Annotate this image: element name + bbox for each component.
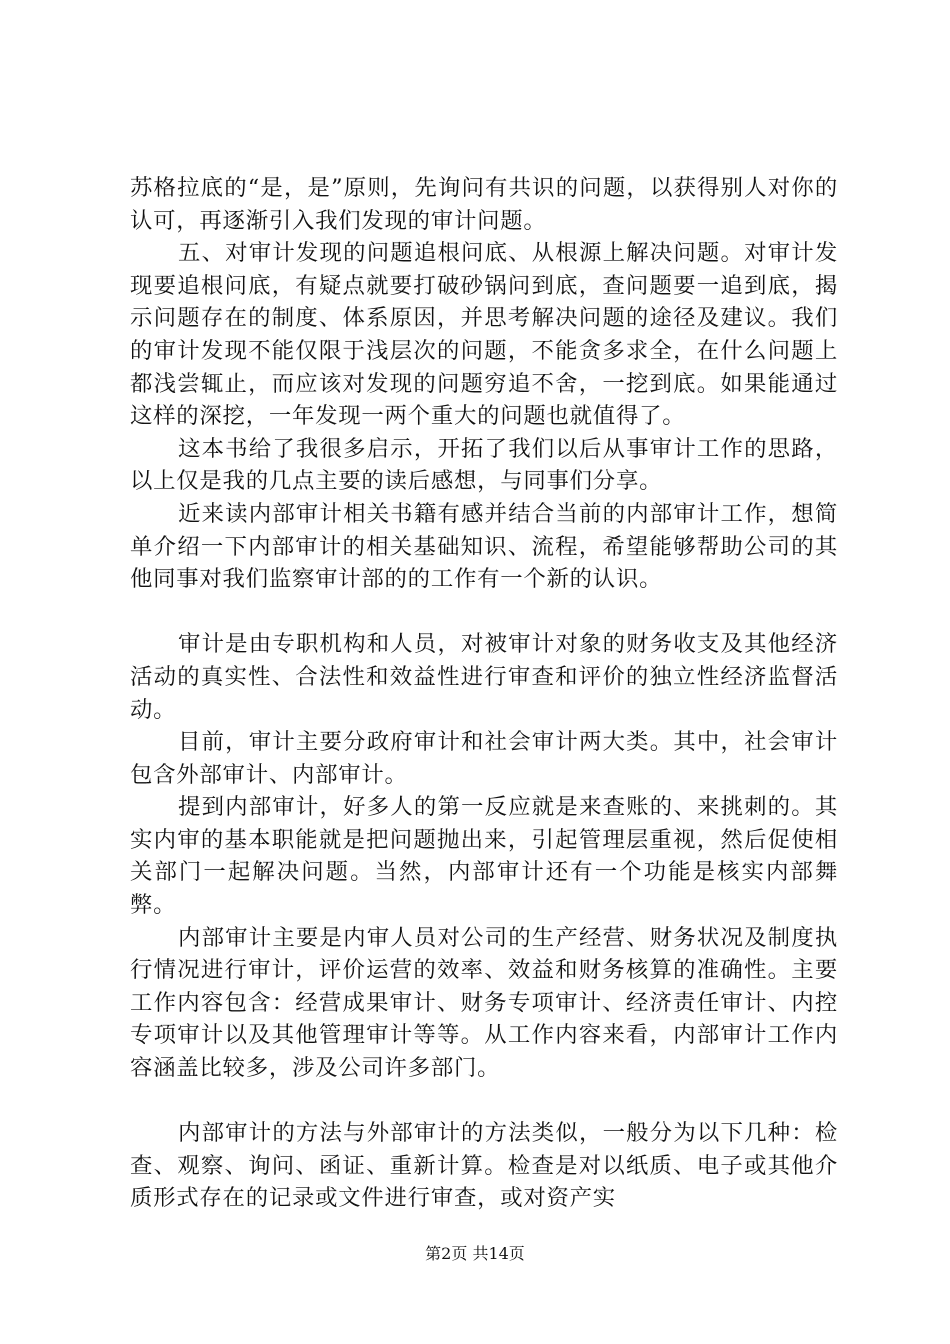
paragraph-8: 内部审计主要是内审人员对公司的生产经营、财务状况及制度执行情况进行审计，评价运营的效率、效益和财务核算的准确性。主要工作内容包含：经营成果审计、财务专项审计、经济责任审计、内控专项审计以及其他管理审计等等。从工作内容来看，内部审计工作内容涵盖比较多，涉及公司许多部门。 (130, 924, 838, 1082)
paragraph-spacer (130, 1085, 838, 1118)
paragraph-7: 提到内部审计，好多人的第一反应就是来查账的、来挑刺的。其实内审的基本职能就是把问题抛出来，引起管理层重视，然后促使相关部门一起解决问题。当然，内部审计还有一个功能是核实内部舞弊。 (130, 794, 838, 919)
paragraph-9: 内部审计的方法与外部审计的方法类似，一般分为以下几种：检查、观察、询问、函证、重新计算。检查是对以纸质、电子或其他介质形式存在的记录或文件进行审查，或对资产实 (130, 1120, 838, 1212)
paragraph-3: 这本书给了我很多启示，开拓了我们以后从事审计工作的思路，以上仅是我的几点主要的读后感想，与同事们分享。 (130, 435, 838, 495)
paragraph-6: 目前，审计主要分政府审计和社会审计两大类。其中，社会审计包含外部审计、内部审计。 (130, 729, 838, 788)
paragraph-5: 审计是由专职机构和人员，对被审计对象的财务收支及其他经济活动的真实性、合法性和效益性进行审查和评价的独立性经济监督活动。 (130, 631, 838, 723)
paragraph-4: 近来读内部审计相关书籍有感并结合当前的内部审计工作，想简单介绍一下内部审计的相关基础知识、流程，希望能够帮助公司的其他同事对我们监察审计部的的工作有一个新的认识。 (130, 500, 838, 593)
paragraph-spacer (130, 596, 838, 629)
paragraph-1: 苏格拉底的“是，是”原则，先询问有共识的问题，以获得别人对你的认可，再逐渐引入我们发现的审计问题。 (130, 175, 838, 234)
page-footer: 第2页 共14页 (425, 1244, 525, 1263)
document-body (130, 172, 838, 1215)
paragraph-2: 五、对审计发现的问题追根问底、从根源上解决问题。对审计发现要追根问底，有疑点就要打破砂锅问到底，查问题要一追到底，揭示问题存在的制度、体系原因，并思考解决问题的途径及建议。我们的审计发现不能仅限于浅层次的问题，不能贪多求全，在什么问题上都浅尝辄止，而应该对发现的问题穷追不舍，一挖到底。如果能通过这样的深挖，一年发现一两个重大的问题也就值得了。 (130, 240, 838, 430)
